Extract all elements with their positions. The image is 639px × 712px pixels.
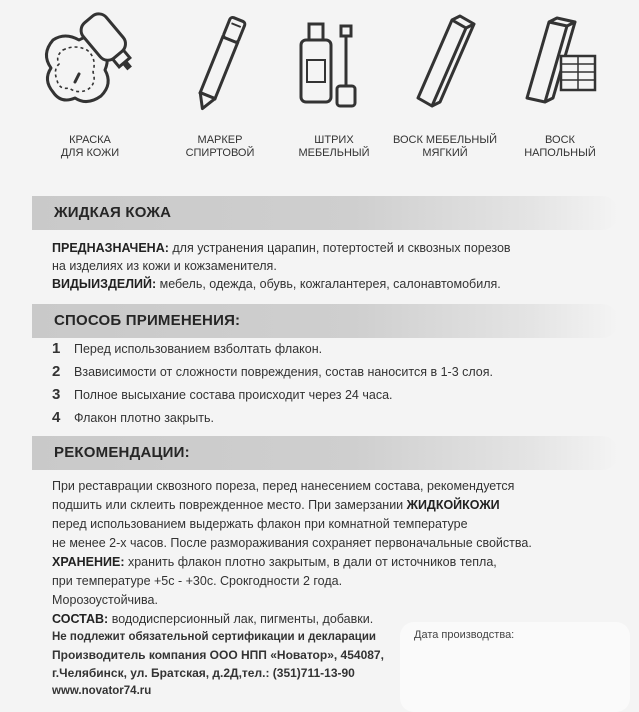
purpose-line-2 xyxy=(52,256,277,276)
storage-line-3: Морозоустойчива. xyxy=(52,593,158,607)
recommendation-line-1: При реставрации сквозного пореза, перед нанесением состава, рекомендуется xyxy=(52,479,515,493)
composition-text: вододисперсионный лак, пигменты, добавки. xyxy=(108,612,374,626)
product-soft-wax xyxy=(385,10,505,159)
step-text: Перед использованием взболтать флакон. xyxy=(74,342,323,356)
stroke-bottle-icon xyxy=(279,10,389,120)
label-line-2: СПИРТОВОЙ xyxy=(185,147,255,159)
step-text: Взависимости от сложности повреждения, состав наносится в 1-3 слоя. xyxy=(74,365,493,379)
product-leather-paint-label xyxy=(30,134,150,160)
section-title: РЕКОМЕНДАЦИИ: xyxy=(54,444,190,461)
soft-wax-icon xyxy=(390,10,500,120)
section-title: СПОСОБ ПРИМЕНЕНИЯ: xyxy=(54,312,241,329)
label-line-1: ВОСК МЕБЕЛЬНЫЙ xyxy=(392,134,498,146)
types-label: ВИДЫИЗДЕЛИЙ: xyxy=(52,277,157,291)
label-line-1: МАРКЕР xyxy=(197,134,243,146)
step-text: Флакон плотно закрыть. xyxy=(74,411,215,425)
certification-note: Не подлежит обязательной сертификации и декларации xyxy=(52,631,376,643)
label-line-1: ВОСК xyxy=(545,134,575,146)
label-line-2: ДЛЯ КОЖИ xyxy=(60,147,120,159)
types-text: мебель, одежда, обувь, кожгалантерея, салонавтомобиля. xyxy=(156,277,501,291)
product-stroke xyxy=(274,10,394,159)
storage-label: ХРАНЕНИЕ: xyxy=(52,555,125,569)
purpose-label: ПРЕДНАЗНАЧЕНА: xyxy=(52,241,169,255)
label-line-2: НАПОЛЬНЫЙ xyxy=(524,147,596,159)
product-floor-wax xyxy=(500,10,620,159)
website: www.novator74.ru xyxy=(52,685,152,697)
product-types xyxy=(52,274,501,294)
step-number: 3 xyxy=(52,386,61,403)
manufacturer-line-2: г.Челябинск, ул. Братская, д.2Д,тел.: (351)711-13-90 xyxy=(52,666,355,680)
label-line-2: МЯГКИЙ xyxy=(422,147,468,159)
product-icons-row xyxy=(30,10,610,180)
leather-paint-icon xyxy=(35,10,145,120)
step-number: 2 xyxy=(52,363,61,380)
product-leather-paint xyxy=(30,10,150,159)
storage-line-1 xyxy=(52,552,497,572)
recommendation-line-2 xyxy=(52,495,500,515)
product-soft-wax-label xyxy=(385,134,505,160)
production-date-box xyxy=(400,622,630,712)
composition xyxy=(52,609,373,629)
step-number: 4 xyxy=(52,409,61,426)
product-stroke-label xyxy=(274,134,394,160)
step-text: Полное высыхание состава происходит через 24 часа. xyxy=(74,388,393,402)
section-title: ЖИДКАЯ КОЖА xyxy=(54,204,172,221)
purpose-text-cont: на изделиях из кожи и кожзаменителя. xyxy=(52,259,277,273)
label-line-1: ШТРИХ xyxy=(314,134,354,146)
recommendation-line-3: перед использованием выдержать флакон при комнатной температуре xyxy=(52,517,468,531)
manufacturer-line-1: Производитель компания ООО НПП «Новатор», 454087, xyxy=(52,648,384,662)
product-marker xyxy=(160,10,280,159)
production-date-label: Дата производства: xyxy=(414,629,515,641)
purpose-line-1 xyxy=(52,238,511,258)
storage-line-2: при температуре +5с - +30с. Срокгодности 2 года. xyxy=(52,574,343,588)
section-header-application xyxy=(32,304,619,338)
composition-label: СОСТАВ: xyxy=(52,612,109,626)
storage-text: хранить флакон плотно закрытым, в дали от источников тепла, xyxy=(124,555,497,569)
marker-icon xyxy=(165,10,275,120)
recommendation-line-4: не менее 2-х часов. После размораживания сохраняет первоначальные свойства. xyxy=(52,536,532,550)
recommendation-text: подшить или склеить поврежденное место. При замерзании xyxy=(52,498,407,512)
section-header-liquid-leather xyxy=(32,196,619,230)
product-floor-wax-label xyxy=(500,134,620,160)
label-line-2: МЕБЕЛЬНЫЙ xyxy=(298,147,370,159)
label-line-1: КРАСКА xyxy=(69,134,111,146)
floor-wax-icon xyxy=(505,10,615,120)
section-header-recommendations xyxy=(32,436,619,470)
product-marker-label xyxy=(160,134,280,160)
purpose-text: для устранения царапин, потертостей и сквозных порезов xyxy=(168,241,511,255)
step-number: 1 xyxy=(52,340,61,357)
recommendation-product-name: ЖИДКОЙКОЖИ xyxy=(406,498,500,512)
